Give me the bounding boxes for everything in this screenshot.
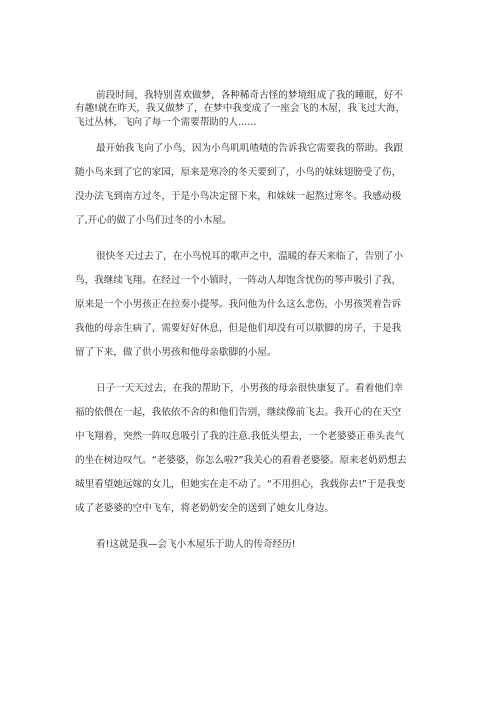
paragraph-4-line-1: 日子一天天过去，在我的帮助下，小男孩的母亲很快康复了。看着他们幸 — [96, 383, 403, 394]
paragraph-1-line-1: 前段时间，我特别喜欢做梦，各种稀奇古怪的梦境组成了我的睡眠，好不 — [96, 90, 403, 101]
paragraph-3-line-1: 很快冬天过去了，在小鸟悦耳的歌声之中，温暖的春天来临了，告别了小 — [96, 251, 403, 262]
paragraph-3-line-3: 原来是一个小男孩正在拉奏小提琴。我问他为什么这么悲伤，小男孩哭着告诉 — [75, 299, 402, 310]
paragraph-1-line-3: 飞过丛林，飞向了每一个需要帮助的人...... — [75, 117, 257, 128]
paragraph-4-line-3: 中飞翔着，突然一阵叹息吸引了我的注意.我低头望去，一个老婆婆正垂头丧气 — [75, 431, 405, 442]
paragraph-4-line-4: 的坐在树边叹气。“老婆婆，你怎么啦?”我关心的看着老婆婆。原来老奶奶想去 — [75, 455, 407, 466]
paragraph-1-line-2: 有趣!就在昨天，我又做梦了，在梦中我变成了一座会飞的木屋，我飞过大海， — [75, 103, 406, 114]
paragraph-3-line-2: 鸟，我继续飞翔。在经过一个小镇时，一阵动人却饱含忧伤的琴声吸引了我， — [75, 275, 402, 286]
paragraph-4-line-5: 城里看望她远嫁的女儿，但她实在走不动了。“不用担心，我载你去!”于是我变 — [75, 479, 406, 490]
paragraph-2-line-3: 没办法飞到南方过冬，于是小鸟决定留下来，和妹妹一起熬过寒冬。我感动极 — [75, 191, 402, 202]
paragraph-2-line-1: 最开始我飞向了小鸟，因为小鸟叽叽喳喳的告诉我它需要我的帮助。我跟 — [96, 143, 403, 154]
paragraph-2-line-2: 随小鸟来到了它的家园，原来是寒冷的冬天要到了，小鸟的妹妹翅膀受了伤， — [75, 167, 402, 178]
paragraph-3-line-5: 留了下来，做了供小男孩和他母亲歇脚的小屋。 — [75, 347, 277, 358]
paragraph-2-line-4: 了,开心的做了小鸟们过冬的小木屋。 — [75, 215, 232, 226]
paragraph-3-line-4: 我他的母亲生病了，需要好好休息，但是他们却没有可以歇脚的房子，于是我 — [75, 323, 402, 334]
paragraph-4-line-2: 福的依偎在一起，我依依不舍的和他们告别，继续像前飞去。我开心的在天空 — [75, 407, 402, 418]
paragraph-5-line-1: 看!这就是我—会飞小木屋乐于助人的传奇经历! — [96, 539, 296, 550]
paragraph-4-line-6: 成了老婆婆的空中飞车，将老奶奶安全的送到了她女儿身边。 — [75, 503, 335, 514]
